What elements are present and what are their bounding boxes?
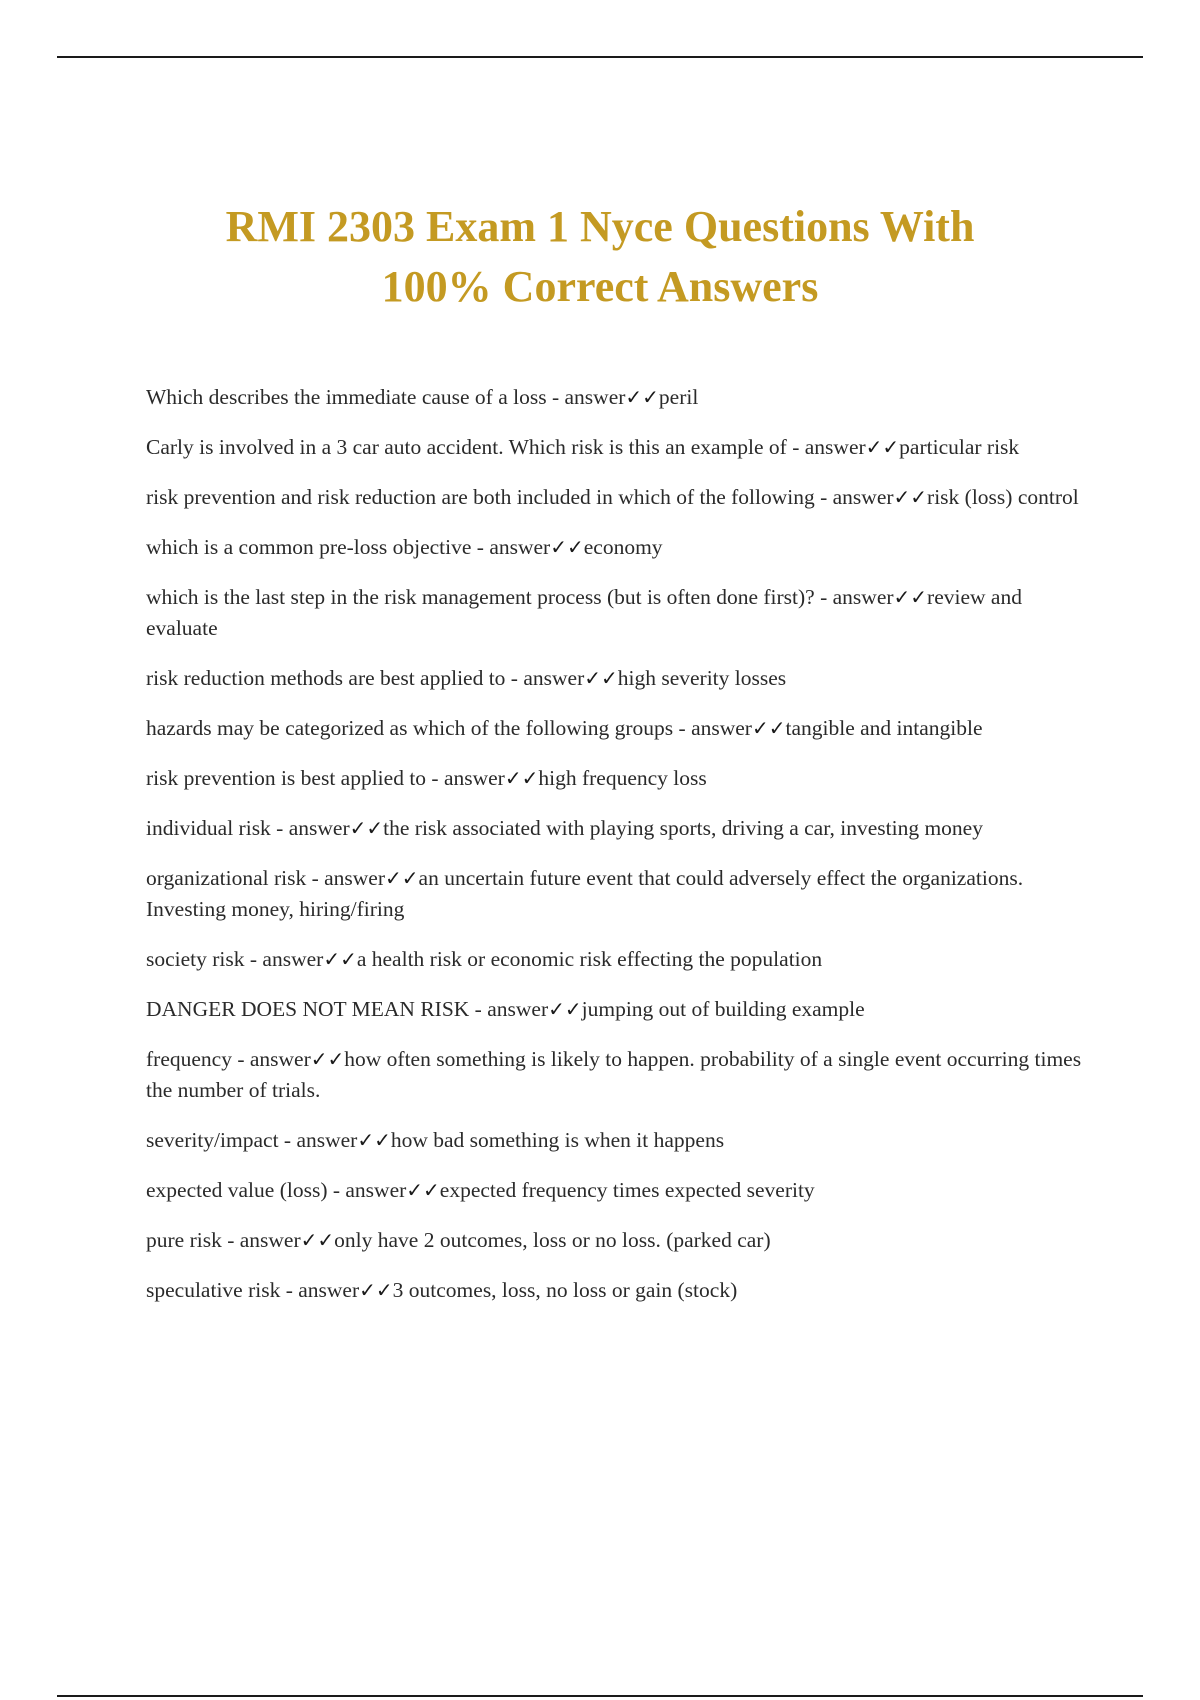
double-check-icon: ✓✓ bbox=[300, 1228, 335, 1252]
answer-text: peril bbox=[658, 385, 699, 409]
question-text: Carly is involved in a 3 car auto accident. Which risk is this an example of - answer bbox=[146, 435, 866, 459]
answer-text: tangible and intangible bbox=[785, 716, 983, 740]
qa-item bbox=[146, 532, 1096, 563]
qa-item bbox=[146, 944, 1096, 975]
answer-text: an uncertain future event that could adversely effect the organizations. Investing money, hiring/firing bbox=[146, 866, 1024, 921]
top-rule bbox=[57, 56, 1143, 58]
double-check-icon: ✓✓ bbox=[349, 816, 384, 840]
question-text: risk reduction methods are best applied to - answer bbox=[146, 666, 585, 690]
qa-item bbox=[146, 1044, 1096, 1106]
answer-text: how bad something is when it happens bbox=[390, 1128, 725, 1152]
question-text: which is the last step in the risk management process (but is often done first)? - answer bbox=[146, 585, 894, 609]
answer-text: high frequency loss bbox=[538, 766, 707, 790]
double-check-icon: ✓✓ bbox=[865, 435, 900, 459]
question-text: pure risk - answer bbox=[146, 1228, 301, 1252]
question-text: speculative risk - answer bbox=[146, 1278, 360, 1302]
double-check-icon: ✓✓ bbox=[893, 585, 928, 609]
question-text: society risk - answer bbox=[146, 947, 324, 971]
answer-text: a health risk or economic risk effecting the population bbox=[356, 947, 823, 971]
qa-item bbox=[146, 1225, 1096, 1256]
qa-item bbox=[146, 813, 1096, 844]
answer-text: particular risk bbox=[899, 435, 1020, 459]
answer-text: review and evaluate bbox=[146, 585, 1022, 640]
double-check-icon: ✓✓ bbox=[357, 1128, 391, 1152]
title-line-2: 100% Correct Answers bbox=[381, 262, 819, 312]
qa-item bbox=[146, 1275, 1096, 1306]
answer-text: jumping out of building example bbox=[581, 997, 865, 1021]
double-check-icon: ✓✓ bbox=[385, 866, 419, 890]
answer-text: 3 outcomes, loss, no loss or gain (stock) bbox=[392, 1278, 738, 1302]
qa-item bbox=[146, 863, 1096, 925]
answer-text: risk (loss) control bbox=[927, 485, 1079, 509]
qa-item bbox=[146, 763, 1096, 794]
double-check-icon: ✓✓ bbox=[310, 1047, 345, 1071]
question-text: severity/impact - answer bbox=[146, 1128, 358, 1152]
double-check-icon: ✓✓ bbox=[548, 997, 582, 1021]
title-line-1: RMI 2303 Exam 1 Nyce Questions With bbox=[225, 202, 975, 252]
qa-item bbox=[146, 482, 1096, 513]
qa-item bbox=[146, 663, 1096, 694]
question-text: organizational risk - answer bbox=[146, 866, 386, 890]
bottom-rule bbox=[57, 1695, 1143, 1697]
question-text: risk prevention and risk reduction are both included in which of the following - answer bbox=[146, 485, 894, 509]
question-text: expected value (loss) - answer bbox=[146, 1178, 407, 1202]
answer-text: how often something is likely to happen. probability of a single event occurring times the number of trials. bbox=[146, 1047, 1082, 1102]
qa-item bbox=[146, 1175, 1096, 1206]
double-check-icon: ✓✓ bbox=[550, 535, 584, 559]
qa-item bbox=[146, 713, 1096, 744]
question-text: Which describes the immediate cause of a loss - answer bbox=[146, 385, 626, 409]
double-check-icon: ✓✓ bbox=[584, 666, 618, 690]
double-check-icon: ✓✓ bbox=[625, 385, 659, 409]
qa-list bbox=[146, 382, 1096, 1325]
answer-text: expected frequency times expected severity bbox=[439, 1178, 815, 1202]
qa-item bbox=[146, 382, 1096, 413]
answer-text: economy bbox=[583, 535, 663, 559]
qa-item bbox=[146, 1125, 1096, 1156]
double-check-icon: ✓✓ bbox=[359, 1278, 393, 1302]
double-check-icon: ✓✓ bbox=[323, 947, 357, 971]
question-text: which is a common pre-loss objective - answer bbox=[146, 535, 551, 559]
answer-text: only have 2 outcomes, loss or no loss. (parked car) bbox=[334, 1228, 771, 1252]
document-title bbox=[150, 197, 1050, 317]
double-check-icon: ✓✓ bbox=[893, 485, 928, 509]
qa-item bbox=[146, 432, 1096, 463]
question-text: individual risk - answer bbox=[146, 816, 350, 840]
qa-item bbox=[146, 994, 1096, 1025]
double-check-icon: ✓✓ bbox=[406, 1178, 440, 1202]
answer-text: high severity losses bbox=[617, 666, 787, 690]
question-text: hazards may be categorized as which of the following groups - answer bbox=[146, 716, 752, 740]
qa-item bbox=[146, 582, 1096, 644]
double-check-icon: ✓✓ bbox=[504, 766, 539, 790]
question-text: frequency - answer bbox=[146, 1047, 311, 1071]
question-text: DANGER DOES NOT MEAN RISK - answer bbox=[146, 997, 549, 1021]
question-text: risk prevention is best applied to - answer bbox=[146, 766, 505, 790]
answer-text: the risk associated with playing sports, driving a car, investing money bbox=[383, 816, 983, 840]
double-check-icon: ✓✓ bbox=[751, 716, 786, 740]
